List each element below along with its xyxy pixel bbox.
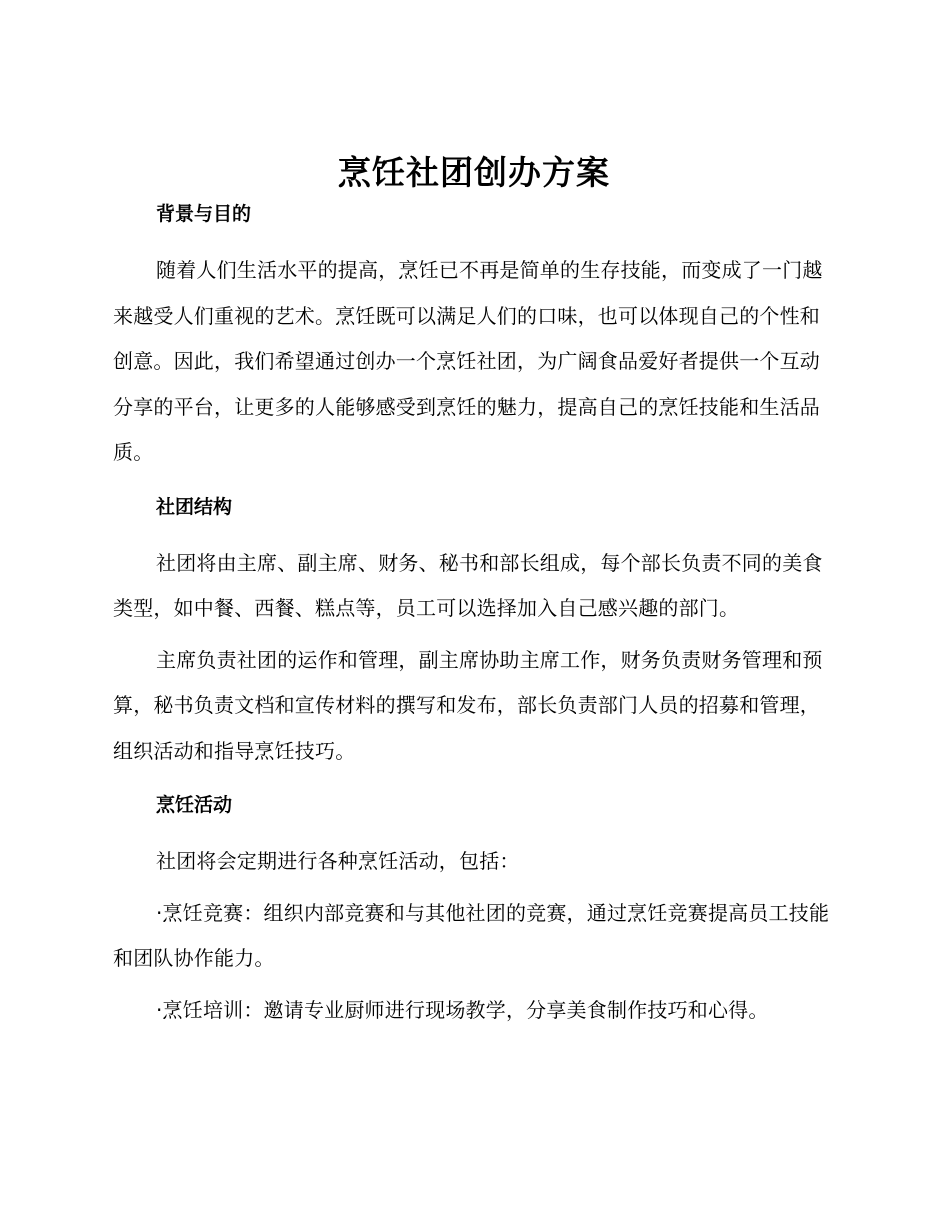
section-heading-activities: 烹饪活动 [156, 794, 233, 816]
section-heading-background: 背景与目的 [156, 203, 252, 225]
paragraph-structure-roles: 社团将由主席、副主席、财务、秘书和部长组成，每个部长负责不同的美食类型，如中餐、西餐、糕点等，员工可以选择加入自己感兴趣的部门。 [113, 550, 823, 620]
document-page [113, 148, 835, 1033]
document-title: 烹饪社团创办方案 [338, 153, 610, 192]
list-item-cooking-competition: ·烹饪竞赛：组织内部竞赛和与其他社团的竞赛，通过烹饪竞赛提高员工技能和团队协作能力。 [113, 900, 830, 970]
paragraph-background: 随着人们生活水平的提高，烹饪已不再是简单的生存技能，而变成了一门越来越受人们重视的艺术。烹饪既可以满足人们的口味，也可以体现自己的个性和创意。因此，我们希望通过创办一个烹饪社团，为广阔食品爱好者提供一个互动分享的平台，让更多的人能够感受到烹饪的魅力，提高自己的烹饪技能和生活品质。 [113, 258, 823, 464]
section-heading-structure: 社团结构 [156, 495, 233, 518]
paragraph-structure-duties: 主席负责社团的运作和管理，副主席协助主席工作，财务负责财务管理和预算，秘书负责文档和宣传材料的撰写和发布，部长负责部门人员的招募和管理，组织活动和指导烹饪技巧。 [113, 647, 823, 763]
paragraph-activities-intro: 社团将会定期进行各种烹饪活动，包括： [156, 849, 520, 873]
list-item-cooking-training: ·烹饪培训：邀请专业厨师进行现场教学，分享美食制作技巧和心得。 [156, 997, 769, 1022]
